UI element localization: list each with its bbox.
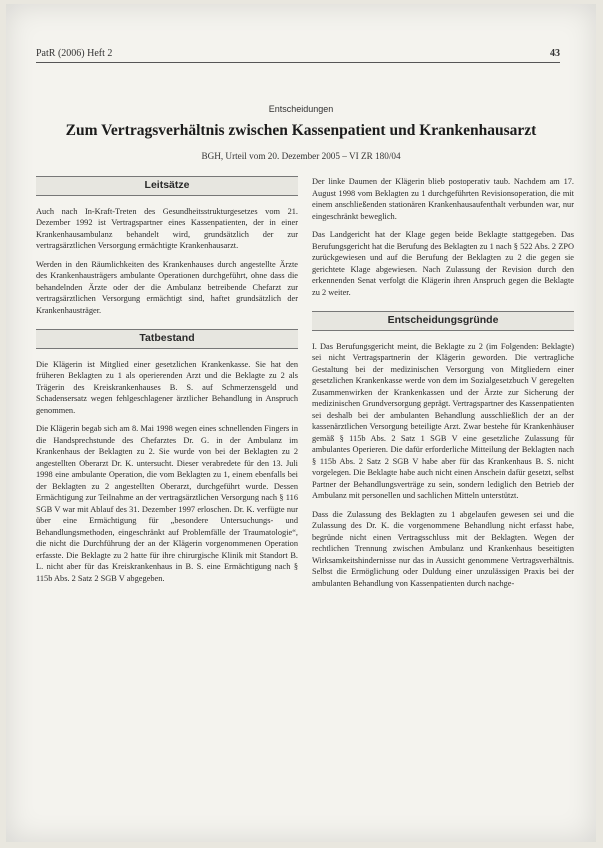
facts-paragraph: Das Landgericht hat der Klage gegen beide Beklagte stattgegeben. Das Berufungsgericht hat die Berufung des Beklagten zu 1 nach § 522 Abs. 2 ZPO zurückgewiesen und auf die Berufung der Beklagten zu 2 die gegen sie gerichtete Klage abgewiesen. Nach Zulassung der Revision durch den erkennenden Senat verfolgt die Klägerin ihren Anspruch gegen die Beklagte zu 2 weiter. [312,230,574,297]
running-head: PatR (2006) Heft 2 [36,48,113,59]
tatbestand-paragraph: Die Klägerin ist Mitglied einer gesetzlichen Krankenkasse. Sie hat den früheren Beklagten zu 1 als operierenden Arzt und die Beklagte zu 2 als Trägerin des Kreiskrankenhauses B. S. auf Schmerzensgeld und Schadensersatz wegen fehlgeschlagener ärztlicher Behandlung in Anspruch genommen. [36,359,298,415]
entscheidungsgruende-heading: Entscheidungsgründe [312,311,574,331]
article-title: Zum Vertragsverhältnis zwischen Kassenpatient und Krankenhausarzt [65,122,537,139]
leitsaetze-heading: Leitsätze [36,176,298,196]
right-column [312,176,574,596]
court-citation: BGH, Urteil vom 20. Dezember 2005 – VI ZR 180/04 [201,151,401,161]
left-column [36,176,298,591]
page-number: 43 [550,48,560,59]
tatbestand-paragraph: Die Klägerin begab sich am 8. Mai 1998 wegen eines schnellenden Fingers in die Handsprechstunde des Chefarztes Dr. G. in der Ambulanz im Krankenhaus der Beklagten zu 2. Sie wurde von bei der Beklagten zu 2 angestellten Oberarzt Dr. K. untersucht. Dieser verabredete für den 13. Juli 1998 eine ambulante Operation, die vom Beklagten zu 1, einem ebenfalls bei der Beklagten zu 2 angestellten Oberarzt, durchgeführt wurde. Dessen Ermächtigung zur Teilnahme an der vertragsärztlichen Versorgung nach § 116 SGB V war mit Ablauf des 31. Dezember 1997 erloschen. Dr. K. verfügte nur über eine Ermächtigung für „besondere Untersuchungs- und Behandlungsmethoden, eingeschränkt auf Problemfälle der Traumatologie“, die nicht die Durchführung der an der Klägerin vorgenommenen Operation erfasste. Die Beklagte zu 2 hatte für ihre chirurgische Klinik mit Standort B. L. nicht aber für das Kreiskrankenhaus in B. S. eine Ermächtigung nach § 115b Abs. 2 Satz 2 SGB V abgegeben. [36,424,298,583]
section-label: Entscheidungen [268,104,334,114]
leitsatz-paragraph: Auch nach In-Kraft-Treten des Gesundheitsstrukturgesetzes vom 21. Dezember 1992 ist Vertragspartner eines Kassenpatienten, der in einer Krankenhausambulanz behandelt wird, grundsätzlich der zur vertragsärztlichen Versorgung ermächtigte Krankenhausarzt. [36,206,298,250]
document-page [6,4,596,842]
gruende-paragraph: I. Das Berufungsgericht meint, die Beklagte zu 2 (im Folgenden: Beklagte) sei nicht Vertragspartnerin der Klägerin geworden. Die vertragliche Gestaltung bei der medizinischen Versorgung von Mitgliedern einer gesetzlichen Krankenkasse werde von dem im Sozialgesetzbuch V geregelten Zusammenwirken der Krankenkassen und der Ärzte zur Sicherung der medizinischen Grundversorgung geprägt. Vertragspartner des Kassenpatienten sei deshalb bei der ambulanten Behandlung ausschließlich der an der kassenärztlichen Versorgung beteiligte Arzt. Zwar bestehe für Krankenhäuser gemäß § 115b Abs. 2 Satz 1 SGB V eine gesetzliche Zulassung für ambulantes Operieren. Die dafür erforderliche Mitteilung der Beklagten nach § 115b Abs. 2 Satz 2 SGB V habe aber für das Krankenhaus B. S. nicht vorgelegen. Die Beklagte habe auch nicht einen Anschein dafür gesetzt, selbst Partner der Behandlungsverträge zu sein, sondern lediglich den Betrieb der Ambulanz mit personellen und sachlichen Mitteln unterstützt. [312,341,574,500]
header-rule [36,62,560,63]
gruende-paragraph: Dass die Zulassung des Beklagten zu 1 abgelaufen gewesen sei und die Zulassung des Dr. K. die vorgenommene Behandlung nicht erfasst habe, begründe nicht einen Vertragsschluss mit der Beklagten. Wegen der rechtlichen Trennung zwischen Ambulanz und Krankenhaus beseitigten Wirksamkeitshindernisse nur das in Aussicht genommene Vertragsverhältnis. Selbst die Ermöglichung oder Duldung einer unzulässigen Praxis bei der ambulanten Behandlung von Kassenpatienten durch nachge- [312,509,574,588]
leitsatz-paragraph: Werden in den Räumlichkeiten des Krankenhauses durch angestellte Ärzte des Krankenhausträgers ambulante Operationen durchgeführt, ohne dass die behandelnden Ärzte oder der die Ambulanz betreibende Chefarzt zur vertragsärztlichen Versorgung ermächtigt sind, haftet grundsätzlich der Krankenhausträger. [36,259,298,315]
facts-paragraph: Der linke Daumen der Klägerin blieb postoperativ taub. Nachdem am 17. August 1998 vom Beklagten zu 1 durchgeführten Revisionsoperation, die mit einem anschließenden stationären Krankenhausaufenthalt verbunden war, nur eingeschränkt beweglich. [312,177,574,221]
tatbestand-heading: Tatbestand [36,329,298,349]
